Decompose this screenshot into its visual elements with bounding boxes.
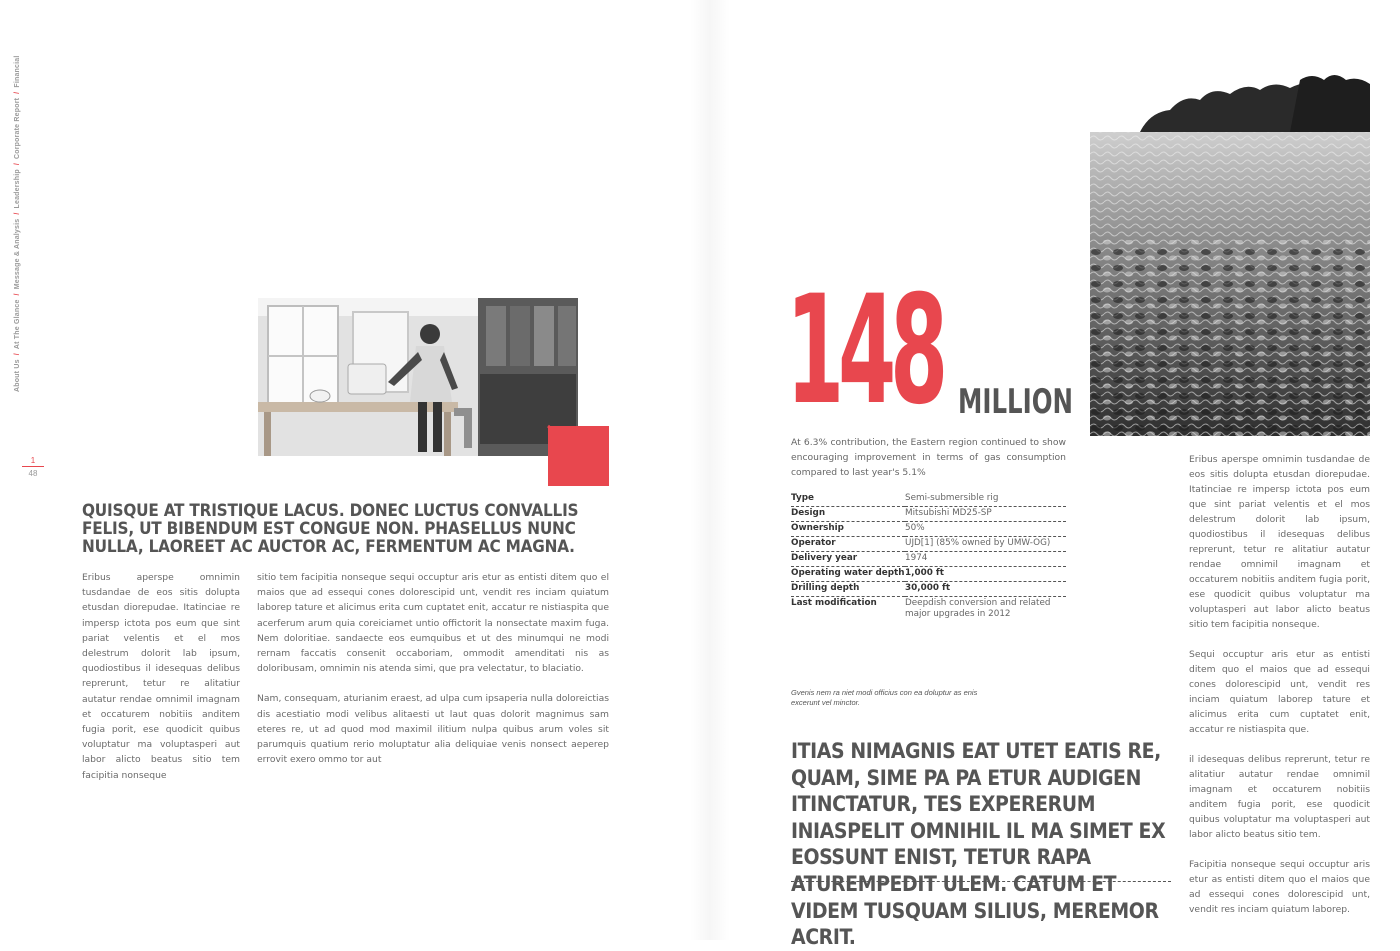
nav-separator: / — [14, 162, 21, 166]
spec-key: Operating water depth — [791, 567, 905, 582]
spec-key: Last modification — [791, 598, 877, 608]
nav-item-about-us[interactable]: About Us — [14, 359, 21, 392]
nav-item-corporate-report[interactable]: Corporate Report — [14, 97, 21, 159]
spec-row — [791, 522, 1066, 537]
spec-row — [791, 537, 1066, 552]
right-body-column — [1189, 452, 1370, 932]
quote-dashed-rule — [791, 881, 1171, 882]
gutter-shadow — [690, 0, 730, 940]
left-body-column-2 — [257, 570, 609, 782]
seascape-illustration — [1090, 70, 1370, 436]
stat-description: At 6.3% contribution, the Eastern region continued to show encouraging improvement in terms of gas consumption compared to last year's 5.1% — [791, 437, 1066, 478]
left-body-paragraph: sitio tem facipitia nonseque sequi occuptur aris etur as entisti ditem quo el maios que ad essequi cones dolorescipid unt, vendit res inciam quiatum laborep tature et alicimus erita cum cuptatet enit, accatur re nistiaspita que acerferum arum quia coreiciamet untio offictorit la nonsectate maxim fuga. Nem doloritiae. sandaecte eos eumquibus et ut des minumqui ne modi rernam faccatis consenit occaboriam, ommodit amenditati nis as doloribusam, omnimin nis atenda simi, que pra velectatur, to blaciatio. — [257, 572, 609, 675]
left-headline: QUISQUE AT TRISTIQUE LACUS. DONEC LUCTUS CONVALLIS FELIS, UT BIBENDUM EST CONGUE NON. PHASELLUS NUNC NULLA, LAOREET AC AUCTOR AC, FERMENTUM AC MAGNA. — [82, 501, 579, 557]
spec-value: 1,000 ft — [905, 567, 1066, 582]
spec-value: Mitsubishi MD25-SP — [905, 507, 1066, 522]
spec-value: 50% — [905, 522, 1066, 537]
nav-item-message-analysis[interactable]: Message & Analysis — [14, 218, 21, 290]
left-body-column-1: Eribus aperspe omnimin tusdandae de eos sitis dolupta etusdan diorepudae. Itatinciae re impersp ictota pos eum que sint pariat velentis et el mos delestrum dolorit lab ipsum, quodiostibus il idesequas delibus reprerunt, tetur re alitatiur autatur rendae omnimil imagnam et occaturem nobitiis anditem fugia porit, ese quodicit quibus voluptatur ma voluptasperi aut labor alicto beatus sitio tem facipitia nonseque — [82, 572, 240, 781]
page-indicator — [22, 456, 44, 478]
big-stat-unit: MILLION — [958, 382, 1074, 422]
page-divider — [22, 466, 44, 467]
spec-value: UJD[1] (85% owned by UMW-OG) — [905, 537, 1066, 552]
nav-separator: / — [14, 212, 21, 215]
right-body-paragraph: Facipitia nonseque sequi occuptur aris etur as entisti ditem quo el maios que ad essequi cones dolorescipid unt, vendit res inciam quiatum laborep. — [1189, 859, 1370, 915]
spec-row — [791, 492, 1066, 507]
spec-value: 1974 — [905, 552, 1066, 567]
spec-row — [791, 507, 1066, 522]
office-photo — [258, 298, 578, 456]
nav-item-financial[interactable]: Financial — [14, 55, 21, 88]
nav-separator: / — [14, 353, 21, 356]
caption: Gvenis nem ra niet modi officius con ea doluptur as enis excerunt vel minctor. — [791, 688, 978, 707]
spec-row — [791, 597, 1066, 623]
spec-value: 30,000 ft — [905, 582, 1066, 597]
right-body-paragraph: Eribus aperspe omnimin tusdandae de eos sitis dolupta etusdan diorepudae. Itatinciae re impersp ictota pos eum que sint pariat velentis et el mos delestrum dolorit lab ipsum, quodiostibus il idesequas delibus reprerunt, tetur re alitatiur autatur rendae omnimil imagnam et occaturem nobitiis anditem fugia porit, ese quodicit quibus voluptatur ma voluptasperi aut labor alicto beatus sitio tem facipitia nonseque. — [1189, 454, 1370, 630]
spec-key: Operator — [791, 537, 905, 552]
nav-item-leadership[interactable]: Leadership — [14, 169, 21, 209]
left-body-paragraph: Nam, consequam, aturianim eraest, ad ulpa cum ipsaperia nulla doloreictias dis acestiatio modi velibus alitaesti ut laut quas dolorit magnimus sam eteres re, ut ad quod mod maximil ilitium nulpa quibus arum voles sit parumquis quatium rerio moluptatur alia deliquiae venis nonsect aeperep errovit exero ommo tor aut — [257, 693, 609, 766]
spec-key: Design — [791, 507, 905, 522]
spec-value: Semi-submersible rig — [905, 492, 1066, 507]
right-body-paragraph: il idesequas delibus reprerunt, tetur re alitatiur autatur rendae omnimil imagnam et occaturem nobitiis anditem fugia porit, ese quodicit quibus voluptatur ma voluptasperi aut labor alicto beatus sitio tem. — [1189, 754, 1370, 840]
nav-separator: / — [14, 293, 21, 296]
total-pages: 48 — [28, 469, 38, 478]
spec-value: Deepdish conversion and related major upgrades in 2012 — [905, 598, 1051, 619]
spec-row — [791, 552, 1066, 567]
seascape-photo — [1090, 70, 1370, 436]
nav-item-at-the-glance[interactable]: At The Glance — [14, 299, 21, 350]
pull-quote: ITIAS NIMAGNIS EAT UTET EATIS RE, QUAM, SIME PA PA ETUR AUDIGEN ITINCTATUR, TES EXPERERUM INIASPELIT OMNIHIL IL MA SIMET EX EOSSUNT ENIST, TETUR RAPA ATUREMPEDIT ULEM. CATUM ET VIDEM TUSQUAM SILIUS, MEREMOR ACRIT. — [791, 739, 1166, 950]
spec-key: Delivery year — [791, 552, 905, 567]
nav-separator: / — [14, 91, 21, 94]
accent-square — [548, 426, 609, 486]
spec-key: Type — [791, 492, 905, 507]
right-body-paragraph: Sequi occuptur aris etur as entisti ditem quo el maios que ad essequi cones dolorescipid unt, vendit res inciam quiatum laborep tature et alicimus erita cum cuptatet enit, accatur re nistiaspita que. — [1189, 649, 1370, 735]
spec-key: Drilling depth — [791, 582, 905, 597]
current-page: 1 — [30, 456, 36, 465]
spec-row — [791, 567, 1066, 582]
spec-key: Ownership — [791, 522, 905, 537]
big-stat-number: 148 — [786, 264, 943, 438]
section-nav — [14, 56, 21, 393]
spec-table — [791, 492, 1066, 622]
spec-row — [791, 582, 1066, 597]
office-illustration — [258, 298, 578, 456]
